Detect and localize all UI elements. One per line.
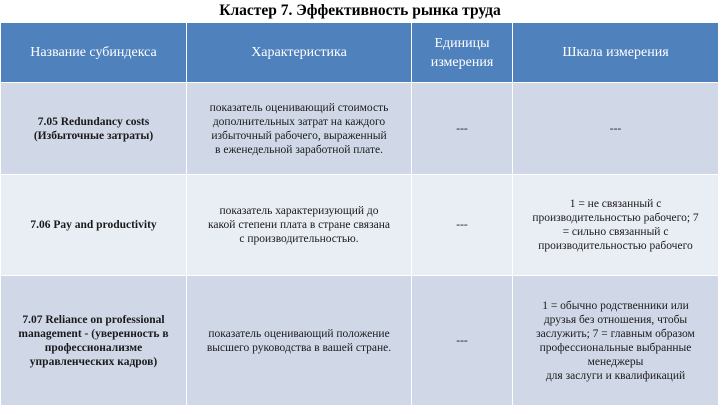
scale-line: профессиональные выбранные — [539, 341, 692, 354]
scale-line: менеджеры — [587, 355, 644, 368]
scale-line: производительностью рабочего — [538, 240, 693, 252]
slide-title: Кластер 7. Эффективность рынка труда — [219, 2, 501, 19]
characteristic-line: в еженедельной заработной плате. — [215, 143, 383, 156]
subindex-name-line: 7.06 Pay and productivity — [30, 219, 157, 231]
subindex-name-line: (Избыточные затраты) — [33, 129, 154, 142]
subindex-name-cell — [1, 276, 187, 406]
unit-cell: --- — [412, 276, 513, 406]
subindex-name-line: 7.05 Redundancy costs — [37, 115, 150, 128]
characteristic-cell — [187, 83, 412, 175]
characteristic-line: показатель характеризующий до — [219, 205, 379, 217]
subindex-name-cell — [1, 83, 187, 175]
scale-line: = сильно связанный с — [562, 226, 669, 238]
scale-line: производительностью рабочего; 7 — [532, 212, 699, 224]
characteristic-line: дополнительных затрат на каждого — [212, 115, 386, 128]
characteristic-cell — [187, 175, 412, 276]
subindex-name-cell — [1, 175, 187, 276]
characteristic-line: какой степени плата в стране связана — [208, 219, 390, 231]
table-header-row — [1, 23, 719, 83]
characteristic-line: избыточный рабочего, выраженный — [211, 129, 387, 142]
table-row — [1, 83, 719, 175]
scale-cell — [513, 175, 719, 276]
header-characteristic: Характеристика — [187, 23, 412, 83]
subindex-name-line: management - (уверенность в — [18, 327, 169, 340]
scale-cell — [513, 83, 719, 175]
unit-cell: --- — [412, 83, 513, 175]
subindex-table — [0, 22, 719, 406]
subindex-name-line: профессионализме — [44, 341, 143, 354]
characteristic-line: с производительностью. — [239, 233, 359, 245]
table-row — [1, 276, 719, 406]
header-units-line: Единицы — [434, 35, 490, 51]
subindex-name-line: 7.07 Reliance on professional — [22, 313, 165, 326]
table-row — [1, 175, 719, 276]
subindex-name-line: управленческих кадров) — [29, 355, 158, 368]
header-scale: Шкала измерения — [513, 23, 719, 83]
header-subindex-name: Название субиндекса — [1, 23, 187, 83]
characteristic-line: высшего руководства в вашей стране. — [206, 341, 392, 354]
scale-line: --- — [609, 122, 622, 135]
header-units-line: измерения — [430, 54, 494, 70]
characteristic-cell — [187, 276, 412, 406]
scale-line: 1 = не связанный с — [569, 198, 662, 210]
scale-line: заслужить; 7 = главным образом — [536, 327, 695, 340]
scale-line: 1 = обычно родственники или — [542, 299, 689, 312]
characteristic-line: показатель оценивающий стоимость — [209, 101, 389, 114]
scale-cell — [513, 276, 719, 406]
characteristic-line: показатель оценивающий положение — [208, 327, 390, 340]
header-units — [412, 23, 513, 83]
scale-line: друзья без отношения, чтобы — [543, 313, 688, 326]
unit-cell: --- — [412, 175, 513, 276]
scale-line: для заслуги и квалификаций — [545, 369, 686, 382]
